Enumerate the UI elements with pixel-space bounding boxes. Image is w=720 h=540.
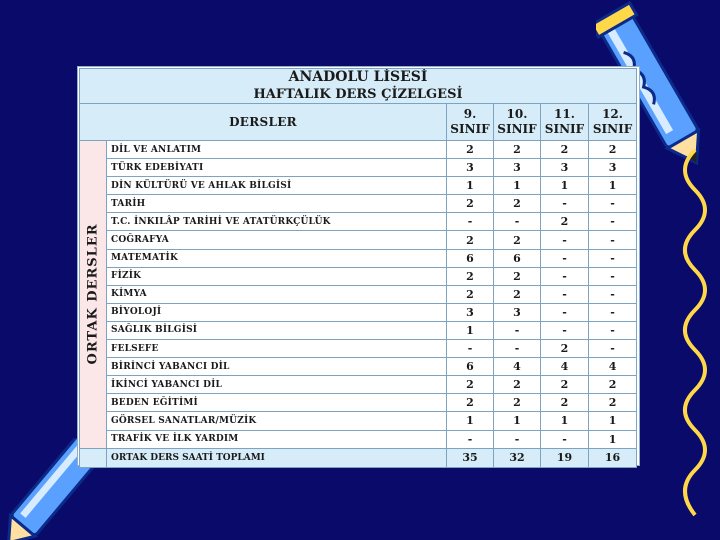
course-hours: 1 bbox=[447, 177, 494, 195]
course-hours: - bbox=[541, 321, 589, 339]
course-name: KİMYA bbox=[107, 285, 447, 303]
table-row bbox=[80, 376, 637, 394]
course-list bbox=[80, 141, 637, 449]
course-hours: 2 bbox=[447, 285, 494, 303]
course-hours: - bbox=[541, 231, 589, 249]
course-hours: 1 bbox=[589, 177, 637, 195]
course-name: T.C. İNKILÂP TARİHİ VE ATATÜRKÇÜLÜK bbox=[107, 213, 447, 231]
course-hours: 2 bbox=[494, 195, 541, 213]
course-hours: 3 bbox=[494, 159, 541, 177]
course-hours: - bbox=[494, 430, 541, 448]
course-hours: 1 bbox=[541, 177, 589, 195]
total-11: 19 bbox=[541, 448, 589, 467]
course-name: İKİNCİ YABANCI DİL bbox=[107, 376, 447, 394]
course-hours: 2 bbox=[494, 394, 541, 412]
table-row bbox=[80, 430, 637, 448]
course-hours: 3 bbox=[447, 303, 494, 321]
total-9: 35 bbox=[447, 448, 494, 467]
course-hours: - bbox=[589, 303, 637, 321]
course-hours: 1 bbox=[447, 412, 494, 430]
grade-9-header bbox=[447, 104, 494, 141]
grade-number: 9. bbox=[463, 107, 477, 121]
course-hours: 2 bbox=[494, 231, 541, 249]
course-hours: 1 bbox=[589, 430, 637, 448]
course-hours: - bbox=[589, 249, 637, 267]
course-hours: - bbox=[494, 321, 541, 339]
grade-number: 11. bbox=[554, 107, 575, 121]
course-hours: - bbox=[589, 321, 637, 339]
course-hours: 1 bbox=[589, 412, 637, 430]
course-hours: 2 bbox=[541, 394, 589, 412]
table-row bbox=[80, 340, 637, 358]
course-name: BİRİNCİ YABANCI DİL bbox=[107, 358, 447, 376]
course-hours: - bbox=[541, 195, 589, 213]
course-hours: - bbox=[447, 340, 494, 358]
course-hours: 2 bbox=[447, 195, 494, 213]
table-row bbox=[80, 412, 637, 430]
course-hours: 2 bbox=[447, 267, 494, 285]
school-title: ANADOLU LİSESİ bbox=[288, 69, 428, 85]
course-hours: 2 bbox=[447, 231, 494, 249]
weekly-schedule-table bbox=[79, 68, 637, 468]
table-row bbox=[80, 394, 637, 412]
total-10: 32 bbox=[494, 448, 541, 467]
table-row bbox=[80, 285, 637, 303]
course-name: TRAFİK VE İLK YARDIM bbox=[107, 430, 447, 448]
course-hours: 2 bbox=[447, 376, 494, 394]
course-hours: 2 bbox=[494, 267, 541, 285]
course-hours: - bbox=[494, 213, 541, 231]
course-hours: - bbox=[589, 213, 637, 231]
course-name: GÖRSEL SANATLAR/MÜZİK bbox=[107, 412, 447, 430]
grade-10-header bbox=[494, 104, 541, 141]
table-row bbox=[80, 303, 637, 321]
course-hours: 2 bbox=[447, 394, 494, 412]
course-hours: - bbox=[589, 267, 637, 285]
course-hours: - bbox=[447, 213, 494, 231]
course-name: MATEMATİK bbox=[107, 249, 447, 267]
course-hours: 4 bbox=[589, 358, 637, 376]
course-hours: - bbox=[494, 340, 541, 358]
total-blank-cell bbox=[80, 448, 107, 467]
course-hours: 4 bbox=[494, 358, 541, 376]
course-hours: 3 bbox=[494, 303, 541, 321]
course-name: BİYOLOJİ bbox=[107, 303, 447, 321]
total-row bbox=[80, 448, 637, 467]
course-hours: - bbox=[541, 285, 589, 303]
title-row bbox=[80, 69, 637, 104]
grade-label: SINIF bbox=[450, 122, 490, 136]
course-hours: 2 bbox=[541, 213, 589, 231]
course-name: TÜRK EDEBİYATI bbox=[107, 159, 447, 177]
course-hours: 2 bbox=[589, 394, 637, 412]
table-row bbox=[80, 267, 637, 285]
table-row bbox=[80, 159, 637, 177]
course-hours: 2 bbox=[494, 141, 541, 159]
course-name: COĞRAFYA bbox=[107, 231, 447, 249]
table-row bbox=[80, 213, 637, 231]
grade-label: SINIF bbox=[497, 122, 537, 136]
course-name: DİN KÜLTÜRÜ VE AHLAK BİLGİSİ bbox=[107, 177, 447, 195]
grade-number: 12. bbox=[602, 107, 623, 121]
grade-number: 10. bbox=[506, 107, 528, 121]
course-hours: 2 bbox=[447, 141, 494, 159]
grade-label: SINIF bbox=[544, 122, 585, 136]
title-cell bbox=[80, 69, 637, 104]
course-hours: 3 bbox=[541, 159, 589, 177]
course-name: DİL VE ANLATIM bbox=[107, 141, 447, 159]
course-hours: 2 bbox=[589, 141, 637, 159]
squiggle-decoration-icon bbox=[670, 150, 720, 520]
course-hours: - bbox=[541, 267, 589, 285]
course-hours: 1 bbox=[541, 412, 589, 430]
course-hours: 2 bbox=[589, 376, 637, 394]
course-hours: 2 bbox=[541, 141, 589, 159]
table-row bbox=[80, 177, 637, 195]
course-hours: - bbox=[589, 340, 637, 358]
course-hours: - bbox=[589, 195, 637, 213]
schedule-title: HAFTALIK DERS ÇİZELGESİ bbox=[253, 87, 463, 102]
course-hours: - bbox=[589, 231, 637, 249]
course-name: BEDEN EĞİTİMİ bbox=[107, 394, 447, 412]
course-hours: 2 bbox=[541, 340, 589, 358]
table-row bbox=[80, 141, 637, 159]
grade-12-header bbox=[589, 104, 637, 141]
course-hours: 1 bbox=[447, 321, 494, 339]
ortak-dersler-label: ORTAK DERSLER bbox=[85, 223, 101, 365]
course-name: TARİH bbox=[107, 195, 447, 213]
table-row bbox=[80, 321, 637, 339]
header-row bbox=[80, 104, 637, 141]
table-row bbox=[80, 358, 637, 376]
table-row bbox=[80, 195, 637, 213]
dersler-header: DERSLER bbox=[80, 104, 447, 141]
course-hours: 3 bbox=[589, 159, 637, 177]
course-hours: 4 bbox=[541, 358, 589, 376]
course-hours: 2 bbox=[541, 376, 589, 394]
total-12: 16 bbox=[589, 448, 637, 467]
course-hours: - bbox=[447, 430, 494, 448]
course-hours: - bbox=[589, 285, 637, 303]
course-hours: 3 bbox=[447, 159, 494, 177]
total-label: ORTAK DERS SAATİ TOPLAMI bbox=[107, 448, 447, 467]
course-hours: - bbox=[541, 303, 589, 321]
course-hours: 1 bbox=[494, 412, 541, 430]
course-hours: 2 bbox=[494, 376, 541, 394]
course-hours: - bbox=[541, 249, 589, 267]
ortak-dersler-cell bbox=[80, 141, 107, 449]
table-row bbox=[80, 231, 637, 249]
table-row bbox=[80, 249, 637, 267]
course-hours: 6 bbox=[494, 249, 541, 267]
grade-11-header bbox=[541, 104, 589, 141]
course-name: FİZİK bbox=[107, 267, 447, 285]
course-hours: 1 bbox=[494, 177, 541, 195]
course-hours: - bbox=[541, 430, 589, 448]
course-hours: 6 bbox=[447, 249, 494, 267]
grade-label: SINIF bbox=[592, 122, 633, 136]
course-hours: 6 bbox=[447, 358, 494, 376]
course-hours: 2 bbox=[494, 285, 541, 303]
course-name: FELSEFE bbox=[107, 340, 447, 358]
course-name: SAĞLIK BİLGİSİ bbox=[107, 321, 447, 339]
